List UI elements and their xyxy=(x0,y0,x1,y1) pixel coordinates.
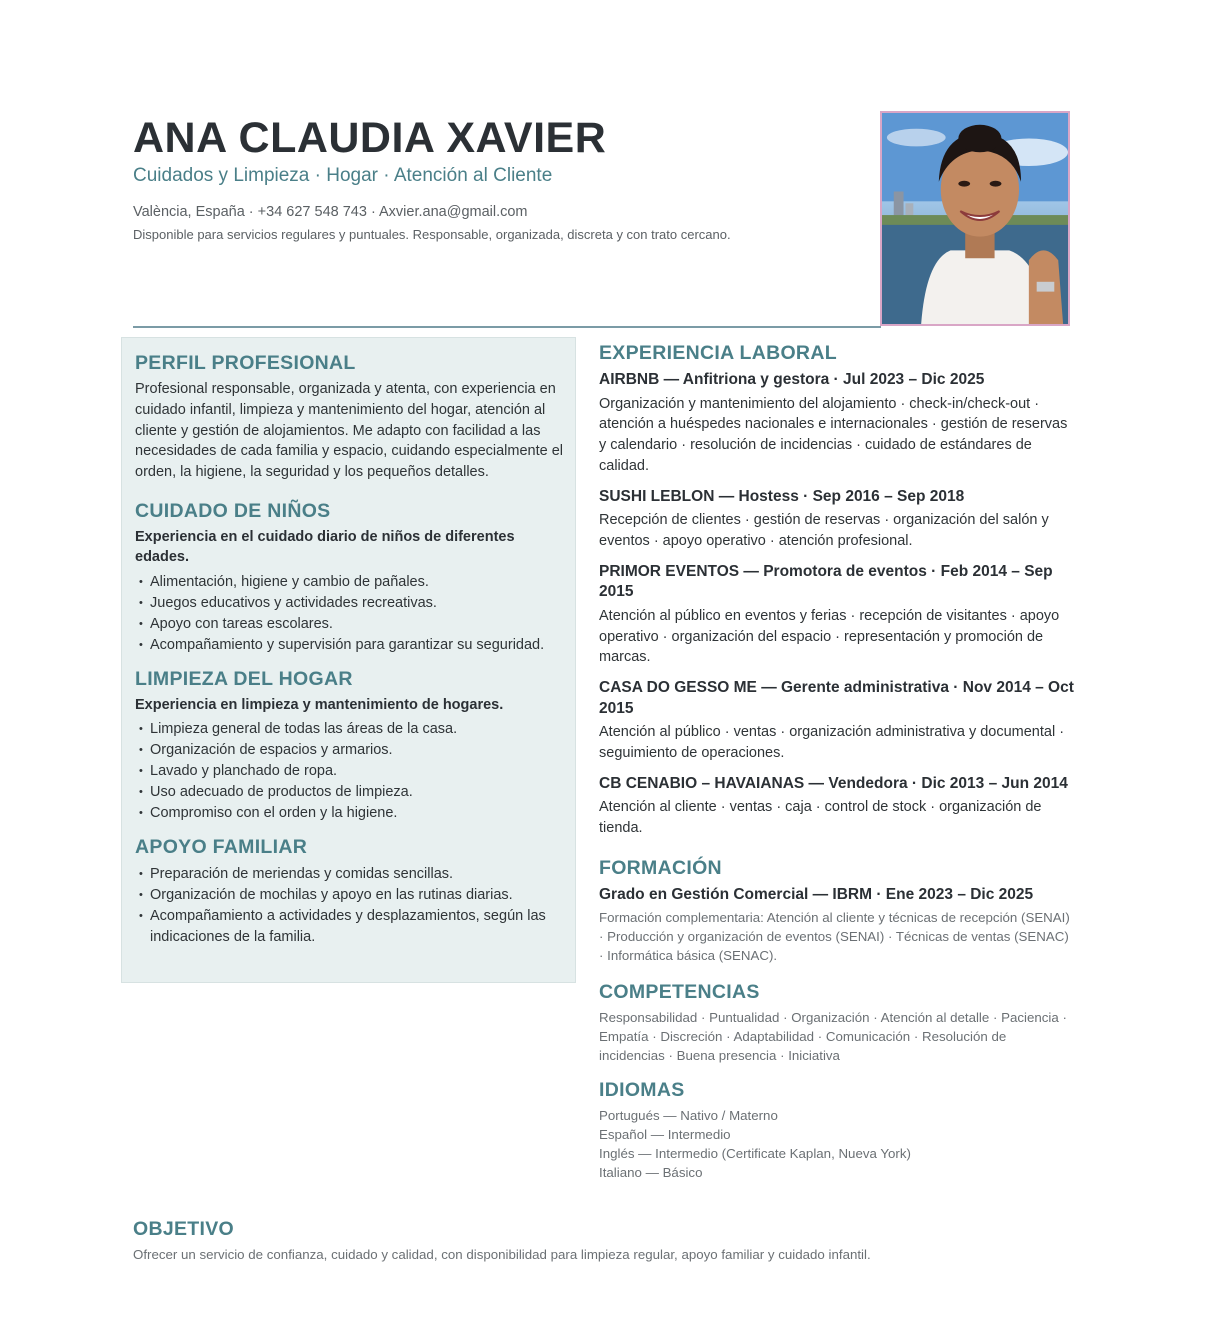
job-description: Organización y mantenimiento del alojamiento · check-in/check-out · atención a huéspedes nacionales e internacionales · gestión de reservas y calendario · resolución de incidencias · cuidado de estándares de calidad. xyxy=(599,395,1068,474)
job-entry xyxy=(599,562,1074,668)
availability-line: Disponible para servicios regulares y puntuales. Responsable, organizada, discreta y con trato cercano. xyxy=(133,227,731,242)
list-item: • Alimentación, higiene y cambio de pañales. xyxy=(135,572,567,593)
section-title: IDIOMAS xyxy=(599,1079,685,1102)
job-description: Atención al público en eventos y ferias · recepción de visitantes · apoyo operativo · organización del espacio · representación y promoción de marcas. xyxy=(599,607,1060,666)
perfil-text: Profesional responsable, organizada y atenta, con experiencia en cuidado infantil, limpieza y mantenimiento del hogar, atención al cliente y gestión de alojamientos. Me adapto con facilidad a las necesidades de cada familia y espacio, cuidando especialmente el orden, la higiene, la seguridad y los pequeños detalles. xyxy=(135,381,564,481)
header-divider xyxy=(133,326,881,328)
section-cuidado-ninos xyxy=(135,498,567,656)
section-title: CUIDADO DE NIÑOS xyxy=(135,499,331,522)
list-item: • Apoyo con tareas escolares. xyxy=(135,614,567,635)
list-item: • Preparación de meriendas y comidas sencillas. xyxy=(135,864,567,885)
list-item: • Lavado y planchado de ropa. xyxy=(135,761,567,782)
list-item: • Juegos educativos y actividades recreativas. xyxy=(135,593,567,614)
section-formacion xyxy=(599,855,1074,966)
section-title: APOYO FAMILIAR xyxy=(135,836,308,859)
candidate-name: ANA CLAUDIA XAVIER xyxy=(133,114,607,162)
limpieza-intro: Experiencia en limpieza y mantenimiento de hogares. xyxy=(135,696,504,713)
section-idiomas xyxy=(599,1077,1074,1182)
section-title: FORMACIÓN xyxy=(599,856,722,879)
profile-photo xyxy=(880,111,1070,326)
job-description: Recepción de clientes · gestión de reservas · organización del salón y eventos · apoyo operativo · atención profesional. xyxy=(599,512,1049,549)
section-perfil xyxy=(135,350,567,483)
section-competencias xyxy=(599,979,1074,1065)
list-item: • Compromiso con el orden y la higiene. xyxy=(135,803,567,824)
list-item: • Organización de espacios y armarios. xyxy=(135,740,567,761)
list-item: • Organización de mochilas y apoyo en las rutinas diarias. xyxy=(135,885,567,906)
tagline: Cuidados y Limpieza · Hogar · Atención al Cliente xyxy=(133,165,553,186)
job-title: AIRBNB — Anfitriona y gestora · Jul 2023 – Dic 2025 xyxy=(599,371,985,388)
job-entry xyxy=(599,774,1074,839)
section-title: EXPERIENCIA LABORAL xyxy=(599,342,837,364)
ninos-intro: Experiencia en el cuidado diario de niños de diferentes edades. xyxy=(135,528,515,566)
job-entry xyxy=(599,678,1074,764)
job-description: Atención al cliente · ventas · caja · control de stock · organización de tienda. xyxy=(599,799,1042,837)
right-column xyxy=(599,340,1074,1182)
section-apoyo-familiar xyxy=(135,834,567,948)
job-description: Atención al público · ventas · organización administrativa y documental · seguimiento de operaciones. xyxy=(599,724,1065,761)
language-item: Español — Intermedio xyxy=(599,1127,731,1143)
list-item: • Acompañamiento y supervisión para garantizar su seguridad. xyxy=(135,635,567,656)
job-entry xyxy=(599,487,1074,552)
list-item: • Acompañamiento a actividades y desplazamientos, según las indicaciones de la familia. xyxy=(135,906,567,948)
apoyo-list xyxy=(135,864,567,948)
competencias-text: Responsabilidad · Puntualidad · Organización · Atención al detalle · Paciencia · Empatía · Discreción · Adaptabilidad · Comunicación · Resolución de incidencias · Buena presencia · Iniciativa xyxy=(599,1010,1067,1064)
section-experiencia xyxy=(599,340,1074,839)
list-item: • Limpieza general de todas las áreas de la casa. xyxy=(135,719,567,740)
formacion-extra: Formación complementaria: Atención al cliente y técnicas de recepción (SENAI) · Producción y organización de eventos (SENAI) · Técnicas de ventas (SENAC) · Informática básica (SENAC). xyxy=(599,910,1070,964)
job-title: SUSHI LEBLON — Hostess · Sep 2016 – Sep 2018 xyxy=(599,487,965,505)
section-objetivo xyxy=(133,1216,1073,1264)
section-title: OBJETIVO xyxy=(133,1218,235,1240)
contact-line: València, España · +34 627 548 743 · Axvier.ana@gmail.com xyxy=(133,204,528,220)
section-title: LIMPIEZA DEL HOGAR xyxy=(135,667,353,690)
job-title: CB CENABIO – HAVAIANAS — Vendedora · Dic 2013 – Jun 2014 xyxy=(599,774,1068,792)
limpieza-list xyxy=(135,719,567,824)
idiomas-list xyxy=(599,1106,1074,1182)
left-panel xyxy=(121,337,576,983)
section-title: COMPETENCIAS xyxy=(599,981,760,1004)
section-limpieza xyxy=(135,666,567,825)
language-item: Italiano — Básico xyxy=(599,1165,703,1181)
portrait-illustration xyxy=(882,113,1068,324)
job-entry xyxy=(599,370,1074,477)
language-item: Portugués — Nativo / Materno xyxy=(599,1108,778,1124)
objetivo-text: Ofrecer un servicio de confianza, cuidado y calidad, con disponibilidad para limpieza regular, apoyo familiar y cuidado infantil. xyxy=(133,1247,871,1262)
ninos-list xyxy=(135,572,567,656)
section-title: PERFIL PROFESIONAL xyxy=(135,352,356,374)
job-title: PRIMOR EVENTOS — Promotora de eventos · Feb 2014 – Sep 2015 xyxy=(599,562,1053,601)
degree: Grado en Gestión Comercial — IBRM · Ene 2023 – Dic 2025 xyxy=(599,885,1034,903)
language-item: Inglés — Intermedio (Certificate Kaplan, Nueva York) xyxy=(599,1146,911,1162)
header xyxy=(133,112,863,244)
job-title: CASA DO GESSO ME — Gerente administrativa · Nov 2014 – Oct 2015 xyxy=(599,679,1074,717)
list-item: • Uso adecuado de productos de limpieza. xyxy=(135,782,567,803)
